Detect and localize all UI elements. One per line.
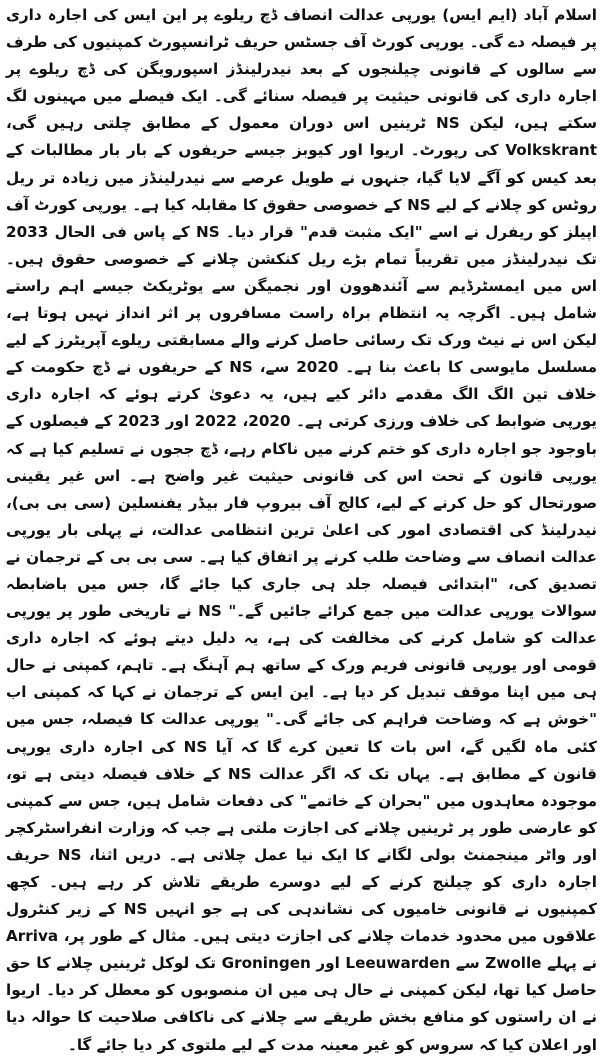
- article-paragraph: اسلام آباد (ایم ایس) یورپی عدالت انصاف ڈچ ریلوے پر این ایس کی اجارہ داری پر فیصلہ دے گی۔ یورپی کورٹ آف جسٹس حریف ٹرانسپورٹ کمپنیوں کی طرف سے سالوں کے قانونی چیلنجوں کے بعد نیدرلینڈز اسپورویگن کی ڈچ ریلوے پر اجارہ داری کی قانونی حیثیت پر فیصلہ سنائے گی۔ ایک فیصلے میں مہینوں لگ سکتے ہیں، لیکن NS ٹرینیں اس دوران معمول کے مطابق چلتی رہیں گی، Volkskrant کی رپورٹ۔ اریوا اور کیوبز جیسے حریفوں کے بار بار مطالبات کے بعد کیس کو آگے لایا گیا، جنہوں نے طویل عرصے سے نیدرلینڈز میں زیادہ تر ریل روٹس کو چلانے کے لیے NS کے خصوصی حقوق کا مقابلہ کیا ہے۔ یورپی کورٹ آف اپیلز کو ریفرل نے اسے "ایک مثبت قدم" قرار دیا۔ NS کے پاس فی الحال 2033 تک نیدرلینڈز میں تقریباً تمام بڑے ریل کنکشن چلانے کے خصوصی حقوق ہیں۔ اس میں ایمسٹرڈیم سے آئندھوون اور نجمیگن سے یوٹریکٹ جیسے اہم راستے شامل ہیں۔ اگرچہ یہ انتظام براہ راست مسافروں پر اثر انداز نہیں ہوتا ہے، لیکن اس نے نیٹ ورک تک رسائی حاصل کرنے والے مسابقتی ریلوے آپریٹرز کے لیے مسلسل مایوسی کا باعث بنا ہے۔ 2020 سے، NS کے حریفوں نے ڈچ حکومت کے خلاف تین الگ الگ مقدمے دائر کیے ہیں، یہ دعویٰ کرتے ہوئے کہ اجارہ داری یورپی ضوابط کی خلاف ورزی کرتی ہے۔ 2020، 2022 اور 2023 کے فیصلوں کے باوجود جو اجارہ داری کو ختم کرنے میں ناکام رہے، ڈچ ججوں نے تسلیم کیا ہے کہ یورپی قانون کے تحت اس کی قانونی حیثیت غیر واضح ہے۔ اس غیر یقینی صورتحال کو حل کرنے کے لیے، کالج آف بیروپ فار بیڈر یفنسلین (سی بی بی)، نیدرلینڈ کی اقتصادی امور کی اعلیٰ ترین انتظامی عدالت، نے پہلی بار یورپی عدالت انصاف سے وضاحت طلب کرنے پر اتفاق کیا ہے۔ سی بی بی کے ترجمان نے تصدیق کی، "ابتدائی فیصلہ جلد ہی جاری کیا جائے گا، جس میں باضابطہ سوالات یورپی عدالت میں جمع کرائے جائیں گے۔" NS نے تاریخی طور پر یورپی عدالت کو شامل کرنے کی مخالفت کی ہے، یہ دلیل دیتے ہوئے کہ اجارہ داری قومی اور یورپی قانونی فریم ورک کے ساتھ ہم آہنگ ہے۔ تاہم، کمپنی نے حال ہی میں اپنا موقف تبدیل کر دیا ہے۔ این ایس کے ترجمان نے کہا کہ کمپنی اب "خوش ہے کہ وضاحت فراہم کی جائے گی۔" یورپی عدالت کا فیصلہ، جس میں کئی ماہ لگیں گے، اس بات کا تعین کرے گا کہ آیا NS کی اجارہ داری یورپی قانون کے مطابق ہے۔ یہاں تک کہ اگر عدالت NS کے خلاف فیصلہ دیتی ہے تو، موجودہ معاہدوں میں "بحران کے خاتمے" کی دفعات شامل ہیں، جس سے کمپنی کو عارضی طور پر ٹرینیں چلانے کی اجازت ملتی ہے جب کہ وزارت انفراسٹرکچر اور واٹر مینجمنٹ بولی لگانے کا ایک نیا عمل چلاتی ہے۔ دریں اثنا، NS حریف اجارہ داری کو چیلنج کرنے کے لیے دوسرے طریقے تلاش کر رہے ہیں۔ کچھ کمپنیوں نے قانونی خامیوں کی نشاندہی کی ہے جو انہیں NS کے زیر کنٹرول علاقوں میں محدود خدمات چلانے کی اجازت دیتی ہیں۔ مثال کے طور پر، Arriva نے پہلے Zwolle سے Leeuwarden اور Groningen تک لوکل ٹرینیں چلانے کا حق حاصل کیا تھا، لیکن کمپنی نے حال ہی میں ان منصوبوں کو معطل کر دیا۔ اریوا نے ان راستوں کو منافع بخش طریقے سے چلانے کی ناکافی صلاحیت کا حوالہ دیا اور اعلان کیا کہ سروس کو غیر معینہ مدت کے لیے ملتوی کر دیا جائے گا۔: [6, 6, 598, 1054]
